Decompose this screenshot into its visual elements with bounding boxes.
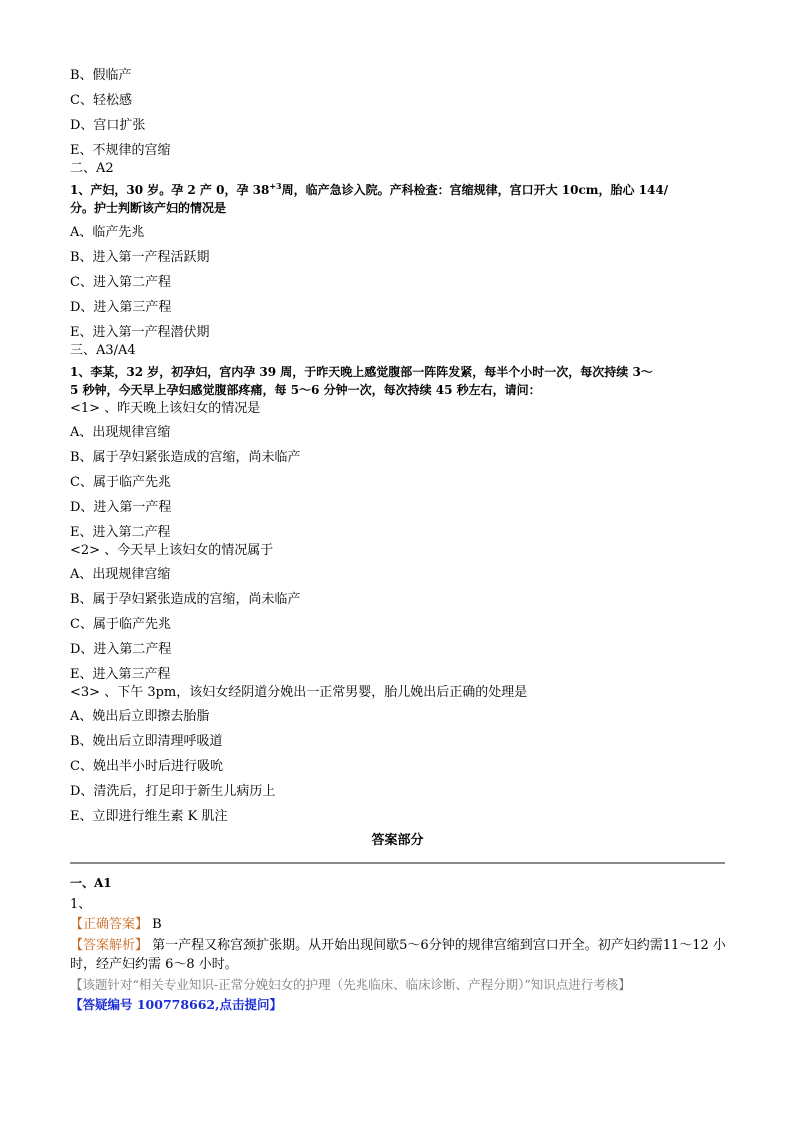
subquestion-3	[70, 685, 725, 825]
option-c: C、进入第二产程	[70, 275, 171, 290]
option-d: D、宫口扩张	[70, 118, 146, 133]
option-c: C、轻松感	[70, 93, 132, 108]
correct-answer-label: 【正确答案】	[70, 917, 149, 932]
question-a2-options	[70, 225, 725, 341]
option-c: C、娩出半小时后进行吸吮	[70, 759, 223, 774]
knowledge-point-note: 【该题针对“相关专业知识-正常分娩妇女的护理（先兆临床、临床诊断、产程分期）”知识点进行考核】	[70, 977, 631, 992]
subquestion-label: <2> 、今天早上该妇女的情况属于	[70, 543, 274, 558]
option-d: D、清洗后，打足印于新生儿病历上	[70, 784, 276, 799]
question-a2-line2: 分。护士判断该产妇的情况是	[70, 201, 227, 215]
answers-section-heading: 一、A1	[70, 876, 112, 890]
document-page	[70, 68, 725, 1013]
option-c: C、属于临产先兆	[70, 475, 171, 490]
subquestion-2	[70, 543, 725, 683]
correct-answer-value: B	[152, 917, 162, 932]
query-link[interactable]: 【答疑编号 100778662,点击提问】	[70, 997, 282, 1012]
option-a: A、出现规律宫缩	[70, 425, 171, 440]
question-a2-sup: +3	[269, 181, 282, 191]
section-a3a4-heading: 三、A3/A4	[70, 343, 136, 358]
option-d: D、进入第一产程	[70, 500, 172, 515]
option-d: D、进入第三产程	[70, 300, 172, 315]
option-e: E、进入第二产程	[70, 525, 171, 540]
option-c: C、属于临产先兆	[70, 617, 171, 632]
analysis-text: 第一产程又称宫颈扩张期。从开始出现间歇5～6分钟的规律宫缩到宫口开全。初产妇约需11～12 小时，经产妇约需 6～8 小时。	[70, 938, 726, 972]
option-d: D、进入第二产程	[70, 642, 172, 657]
question-a3-line1: 1、李某，32 岁，初孕妇，宫内孕 39 周，于昨天晚上感觉腹部一阵阵发紧，每半个小时一次，每次持续 3～	[70, 365, 653, 379]
option-b: B、属于孕妇紧张造成的宫缩，尚未临产	[70, 450, 301, 465]
option-e: E、立即进行维生素 K 肌注	[70, 809, 228, 824]
option-e: E、不规律的宫缩	[70, 143, 171, 158]
option-e: E、进入第三产程	[70, 667, 171, 682]
subquestion-1	[70, 401, 725, 541]
section-a2-heading: 二、A2	[70, 161, 114, 176]
answers-divider	[70, 862, 725, 864]
question-a2-stem	[70, 181, 725, 199]
option-e: E、进入第一产程潜伏期	[70, 325, 210, 340]
option-a: A、出现规律宫缩	[70, 567, 171, 582]
question-a3-line2: 5 秒钟，今天早上孕妇感觉腹部疼痛，每 5～6 分钟一次，每次持续 45 秒左右，请问：	[70, 383, 541, 397]
analysis-label: 【答案解析】	[70, 938, 149, 953]
option-b: B、娩出后立即清理呼吸道	[70, 734, 223, 749]
option-b: B、假临产	[70, 68, 132, 83]
answer-item-number: 1、	[70, 897, 92, 912]
option-a: A、临产先兆	[70, 225, 145, 240]
question-a2-line1-post: 周，临产急诊入院。产科检查：宫缩规律，宫口开大 10cm，胎心 144/	[281, 183, 669, 197]
question-a2-line1-pre: 1、产妇，30 岁。孕 2 产 0，孕 38	[70, 183, 270, 197]
options-a1-tail	[70, 68, 725, 159]
correct-answer-row	[70, 917, 725, 933]
option-a: A、娩出后立即擦去胎脂	[70, 709, 210, 724]
answers-title: 答案部分	[371, 833, 424, 848]
option-b: B、属于孕妇紧张造成的宫缩，尚未临产	[70, 592, 301, 607]
answer-analysis	[70, 936, 730, 974]
subquestion-label: <3> 、下午 3pm，该妇女经阴道分娩出一正常男婴，胎儿娩出后正确的处理是	[70, 685, 528, 700]
subquestion-label: <1> 、昨天晚上该妇女的情况是	[70, 401, 261, 416]
option-b: B、进入第一产程活跃期	[70, 250, 210, 265]
